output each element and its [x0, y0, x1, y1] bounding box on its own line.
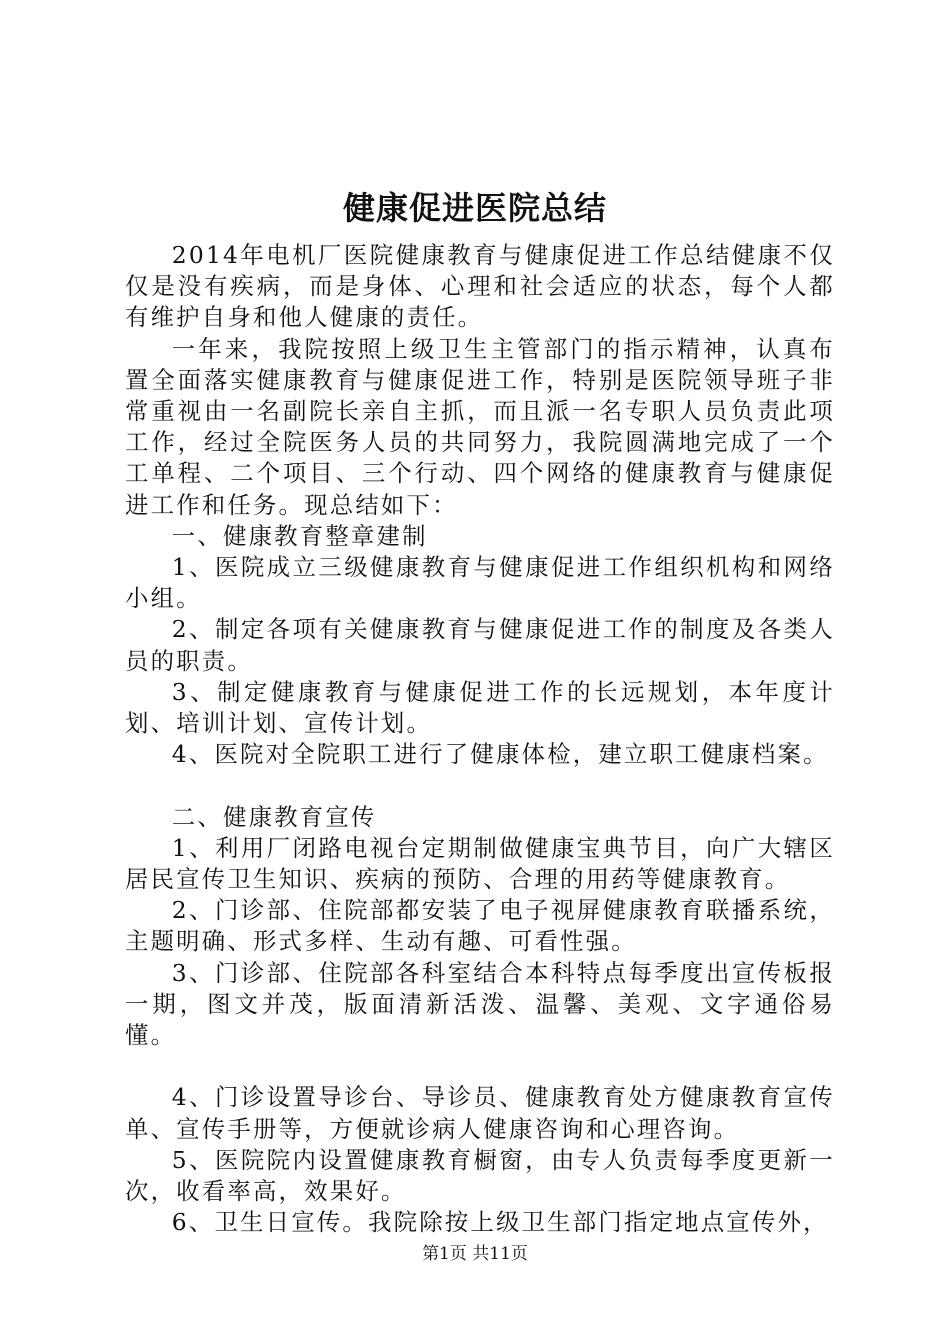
- blank-line: [125, 770, 835, 801]
- list-item: 6、卫生日宣传。我院除按上级卫生部门指定地点宣传外，: [171, 1208, 829, 1237]
- paragraph: 一年来，我院按照上级卫生主管部门的指示精神，认真布置全面落实健康教育与健康促进工作，特别是医院领导班子非常重视由一名副院长亲自主抓，而且派一名专职人员负责此项工作，经过全院医务人员的共同努力，我院圆满地完成了一个工单程、二个项目、三个行动、四个网络的健康教育与健康促进工作和任务。现总结如下：: [125, 334, 835, 519]
- section-heading: 一、健康教育整章建制: [171, 521, 428, 550]
- document-body: [125, 240, 835, 1238]
- section-heading: 二、健康教育宣传: [171, 802, 377, 831]
- document-title: 健康促进医院总结: [342, 189, 607, 227]
- list-item: 1、利用厂闭路电视台定期制做健康宝典节目，向广大辖区居民宣传卫生知识、疾病的预防、合理的用药等健康教育。: [125, 833, 835, 894]
- list-item: 5、医院院内设置健康教育橱窗，由专人负责每季度更新一次，收看率高，效果好。: [125, 1145, 835, 1206]
- list-item: 1、医院成立三级健康教育与健康促进工作组织机构和网络小组。: [125, 553, 835, 613]
- list-item: 4、门诊设置导诊台、导诊员、健康教育处方健康教育宣传单、宣传手册等，方便就诊病人健康咨询和心理咨询。: [125, 1083, 835, 1143]
- paragraph: 2014年电机厂医院健康教育与健康促进工作总结健康不仅仅是没有疾病，而是身体、心理和社会适应的状态，每个人都有维护自身和他人健康的责任。: [125, 241, 835, 332]
- list-item: 3、门诊部、住院部各科室结合本科特点每季度出宣传板报一期，图文并茂，版面清新活泼、温馨、美观、文字通俗易懂。: [125, 958, 835, 1050]
- list-item: 3、制定健康教育与健康促进工作的长远规划，本年度计划、培训计划、宣传计划。: [125, 677, 835, 738]
- list-item: 2、门诊部、住院部都安装了电子视屏健康教育联播系统，主题明确、形式多样、生动有趣、可看性强。: [125, 896, 835, 956]
- page-number: 第1页 共11页: [422, 1244, 528, 1264]
- list-item: 2、制定各项有关健康教育与健康促进工作的制度及各类人员的职责。: [125, 615, 835, 675]
- blank-line: [125, 1051, 835, 1082]
- list-item: 4、医院对全院职工进行了健康体检，建立职工健康档案。: [171, 740, 829, 769]
